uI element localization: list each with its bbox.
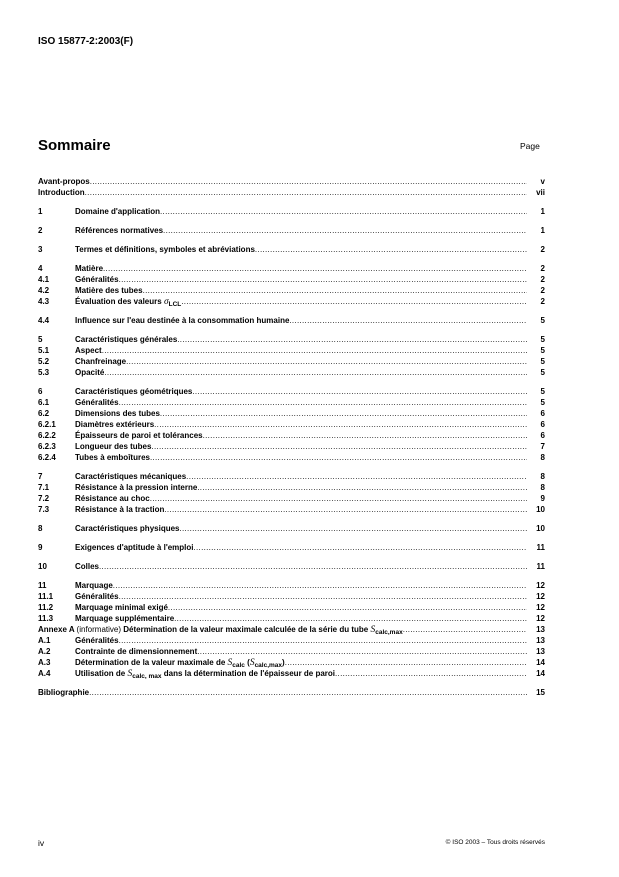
entry-page-number: 12: [536, 603, 545, 612]
toc-entry[interactable]: [38, 244, 545, 255]
entry-label: Généralités: [75, 398, 119, 407]
toc-entry[interactable]: [38, 493, 545, 504]
entry-label: Caractéristiques physiques: [75, 524, 180, 533]
entry-page-number: 5: [540, 357, 545, 366]
entry-label: Aspect: [75, 346, 102, 355]
entry-title: [38, 624, 527, 635]
entry-page-number: 13: [536, 636, 545, 645]
entry-label: Chanfreinage: [75, 357, 127, 366]
toc-entry[interactable]: [38, 386, 545, 397]
entry-title: [75, 244, 527, 255]
entry-number: 5: [38, 335, 43, 344]
entry-number: 4: [38, 264, 43, 273]
entry-number: 6.1: [38, 398, 50, 407]
entry-page-number: 5: [540, 398, 545, 407]
entry-number: 2: [38, 226, 43, 235]
symbol: S: [370, 625, 376, 635]
toc-entry[interactable]: [38, 635, 545, 646]
entry-number: 7: [38, 472, 43, 481]
entry-title: [75, 471, 527, 482]
toc-entry[interactable]: [38, 471, 545, 482]
entry-page-number: 9: [540, 494, 545, 503]
symbol: S: [249, 658, 255, 668]
entry-title: [75, 419, 527, 430]
entry-page-number: 5: [540, 346, 545, 355]
entry-label: Introduction: [38, 188, 85, 197]
math-symbol: [250, 658, 282, 667]
toc-entry[interactable]: [38, 561, 545, 572]
toc-entry[interactable]: [38, 668, 545, 679]
toc-entry[interactable]: [38, 225, 545, 236]
toc-entry[interactable]: [38, 187, 545, 198]
entry-number: 1: [38, 207, 43, 216]
entry-page-number: 2: [540, 275, 545, 284]
entry-label: Évaluation des valeurs: [75, 297, 162, 306]
entry-number: 4.3: [38, 297, 50, 306]
entry-label: Épaisseurs de paroi et tolérances: [75, 431, 203, 440]
entry-number: 6.2.1: [38, 420, 56, 429]
entry-label: Termes et définitions, symboles et abréviations: [75, 245, 255, 254]
entry-title: [75, 493, 527, 504]
entry-number: 4.2: [38, 286, 50, 295]
entry-number: 4.4: [38, 316, 50, 325]
entry-number: 3: [38, 245, 43, 254]
math-symbol: [127, 669, 161, 678]
informative-tag: (informative): [76, 625, 121, 634]
entry-page-number: 1: [540, 226, 545, 235]
toc-entry[interactable]: [38, 504, 545, 515]
entry-title: [75, 430, 527, 441]
entry-page-number: 5: [540, 316, 545, 325]
copyright-notice: © ISO 2003 – Tous droits réservés: [445, 839, 545, 846]
entry-title: [75, 367, 527, 378]
toc-entry[interactable]: [38, 591, 545, 602]
toc-entry[interactable]: [38, 408, 545, 419]
toc-entry[interactable]: [38, 419, 545, 430]
toc-entry[interactable]: [38, 624, 545, 635]
entry-title: [75, 225, 527, 236]
toc-entry[interactable]: [38, 687, 545, 698]
toc-entry[interactable]: [38, 452, 545, 463]
entry-label: Longueur des tubes: [75, 442, 152, 451]
contents-title: Sommaire: [38, 137, 111, 154]
entry-number: 6: [38, 387, 43, 396]
entry-title: [38, 187, 527, 198]
entry-label-continued: dans la détermination de l'épaisseur de paroi: [163, 669, 336, 678]
entry-page-number: 5: [540, 387, 545, 396]
toc-entry[interactable]: [38, 602, 545, 613]
entry-label: Utilisation de: [75, 669, 126, 678]
toc-entry[interactable]: [38, 657, 545, 668]
entry-page-number: 15: [536, 688, 545, 697]
entry-label: Généralités: [75, 275, 119, 284]
entry-page-number: 13: [536, 647, 545, 656]
math-symbol: [228, 658, 245, 667]
toc-entry[interactable]: [38, 296, 545, 307]
entry-label: Résistance à la traction: [75, 505, 165, 514]
entry-title: [75, 315, 527, 326]
entry-label: Diamètres extérieurs: [75, 420, 155, 429]
entry-number: 6.2.3: [38, 442, 56, 451]
math-symbol: [164, 297, 181, 306]
toc-entry[interactable]: [38, 206, 545, 217]
entry-page-number: 10: [536, 524, 545, 533]
entry-label: Généralités: [75, 636, 119, 645]
toc-entry[interactable]: [38, 613, 545, 624]
entry-page-number: 12: [536, 614, 545, 623]
entry-title: [75, 334, 527, 345]
entry-number: 11.1: [38, 592, 54, 601]
entry-number: A.4: [38, 669, 51, 678]
toc-entry[interactable]: [38, 482, 545, 493]
entry-number: 5.2: [38, 357, 50, 366]
entry-title: [75, 386, 527, 397]
symbol: σ: [163, 297, 169, 307]
entry-label: Contrainte de dimensionnement: [75, 647, 198, 656]
entry-title: [75, 504, 527, 515]
entry-page-number: 11: [536, 562, 545, 571]
entry-label: Caractéristiques mécaniques: [75, 472, 187, 481]
toc-entry[interactable]: [38, 441, 545, 452]
entry-title: [75, 345, 527, 356]
symbol: S: [127, 669, 133, 679]
entry-title: [75, 591, 527, 602]
entry-page-number: 13: [536, 625, 545, 634]
symbol: S: [227, 658, 233, 668]
entry-label: Matière des tubes: [75, 286, 143, 295]
entry-page-number: 14: [536, 658, 545, 667]
entry-label: Exigences d'aptitude à l'emploi: [75, 543, 194, 552]
symbol-subscript: calc,max: [375, 629, 403, 635]
entry-title: [75, 274, 527, 285]
entry-label: Annexe A: [38, 625, 75, 634]
entry-number: 4.1: [38, 275, 50, 284]
toc-entry[interactable]: [38, 542, 545, 553]
entry-page-number: 14: [536, 669, 545, 678]
entry-title: [38, 176, 527, 187]
math-symbol: [370, 625, 402, 634]
document-id: ISO 15877-2:2003(F): [38, 36, 134, 47]
entry-page-number: 6: [540, 420, 545, 429]
entry-label: Détermination de la valeur maximale de: [75, 658, 226, 667]
entry-title: [75, 523, 527, 534]
toc-entry[interactable]: [38, 176, 545, 187]
symbol-subscript: calc: [232, 662, 245, 668]
symbol-subscript: calc,max: [254, 662, 283, 668]
entry-label: Opacité: [75, 368, 105, 377]
entry-page-number: 12: [536, 581, 545, 590]
entry-title: [75, 580, 527, 591]
entry-page-number: v: [540, 177, 545, 186]
entry-page-number: 1: [540, 207, 545, 216]
entry-label: Caractéristiques géométriques: [75, 387, 193, 396]
entry-number: A.3: [38, 658, 51, 667]
entry-title: [75, 441, 527, 452]
toc-entry[interactable]: [38, 274, 545, 285]
toc-entry[interactable]: [38, 356, 545, 367]
entry-label: Généralités: [75, 592, 119, 601]
entry-label: Marquage minimal exigé: [75, 603, 168, 612]
symbol-subscript: calc, max: [132, 673, 162, 679]
entry-title: [75, 482, 527, 493]
entry-label: Dimensions des tubes: [75, 409, 160, 418]
toc-entry[interactable]: [38, 580, 545, 591]
entry-number: 11.3: [38, 614, 54, 623]
entry-page-number: 2: [540, 297, 545, 306]
entry-number: 9: [38, 543, 43, 552]
entry-title: [75, 397, 527, 408]
entry-label: Marquage: [75, 581, 113, 590]
entry-page-number: 12: [536, 592, 545, 601]
entry-page-number: 2: [540, 264, 545, 273]
entry-page-number: 6: [540, 409, 545, 418]
entry-label: Influence sur l'eau destinée à la consommation humaine: [75, 316, 290, 325]
entry-page-number: 6: [540, 431, 545, 440]
page-number: iv: [38, 838, 45, 848]
entry-label: Bibliographie: [38, 688, 90, 697]
entry-number: 7.2: [38, 494, 50, 503]
entry-page-number: 5: [540, 368, 545, 377]
entry-title: [75, 542, 527, 553]
entry-page-number: 10: [536, 505, 545, 514]
entry-number: 7.3: [38, 505, 50, 514]
entry-label: Avant-propos: [38, 177, 90, 186]
entry-number: 11: [38, 581, 47, 590]
entry-number: 5.3: [38, 368, 50, 377]
entry-title: [75, 613, 527, 624]
entry-label: Résistance au choc: [75, 494, 150, 503]
entry-number: 5.1: [38, 346, 50, 355]
table-of-contents: [38, 176, 545, 698]
entry-page-number: vii: [536, 188, 545, 197]
toc-entry[interactable]: [38, 315, 545, 326]
toc-entry[interactable]: [38, 430, 545, 441]
entry-page-number: 2: [540, 245, 545, 254]
entry-title: [75, 602, 527, 613]
entry-label: Matière: [75, 264, 104, 273]
entry-number: 10: [38, 562, 47, 571]
annex-title: Détermination de la valeur maximale calculée de la série du tube: [123, 625, 369, 634]
entry-title: [75, 668, 527, 679]
entry-page-number: 8: [540, 453, 545, 462]
toc-entry[interactable]: [38, 263, 545, 274]
entry-title: [38, 687, 527, 698]
entry-title: [75, 263, 527, 274]
entry-title: [75, 452, 527, 463]
entry-number: 6.2.2: [38, 431, 56, 440]
entry-page-number: 5: [540, 335, 545, 344]
entry-page-number: 7: [540, 442, 545, 451]
entry-number: 8: [38, 524, 43, 533]
entry-title: [75, 561, 527, 572]
entry-title: [75, 646, 527, 657]
entry-number: A.1: [38, 636, 51, 645]
entry-page-number: 8: [540, 483, 545, 492]
entry-number: A.2: [38, 647, 51, 656]
entry-number: 7.1: [38, 483, 50, 492]
toc-entry[interactable]: [38, 285, 545, 296]
entry-title: [75, 206, 527, 217]
entry-label: Références normatives: [75, 226, 164, 235]
page-column-label: Page: [520, 141, 540, 151]
entry-label: Colles: [75, 562, 100, 571]
toc-entry[interactable]: [38, 345, 545, 356]
entry-title: [75, 356, 527, 367]
entry-title: [75, 285, 527, 296]
entry-title: [75, 635, 527, 646]
toc-entry[interactable]: [38, 367, 545, 378]
entry-number: 6.2: [38, 409, 50, 418]
entry-page-number: 11: [536, 543, 545, 552]
entry-label: Marquage supplémentaire: [75, 614, 175, 623]
entry-number: 11.2: [38, 603, 54, 612]
entry-title: [75, 408, 527, 419]
entry-title: Détermination de la valeur maximale de $S_{calc}$ $(S_{calc,max})$ .....: [75, 657, 527, 668]
entry-page-number: 2: [540, 286, 545, 295]
entry-label: Tubes à emboîtures: [75, 453, 150, 462]
symbol-subscript: LCL: [168, 301, 182, 307]
entry-label: Domaine d'application: [75, 207, 161, 216]
toc-entry[interactable]: [38, 646, 545, 657]
toc-entry[interactable]: [38, 334, 545, 345]
entry-label: Caractéristiques générales: [75, 335, 178, 344]
toc-entry[interactable]: [38, 523, 545, 534]
entry-title: [75, 296, 527, 307]
entry-number: 6.2.4: [38, 453, 56, 462]
entry-page-number: 8: [540, 472, 545, 481]
toc-entry[interactable]: [38, 397, 545, 408]
entry-label: Résistance à la pression interne: [75, 483, 198, 492]
